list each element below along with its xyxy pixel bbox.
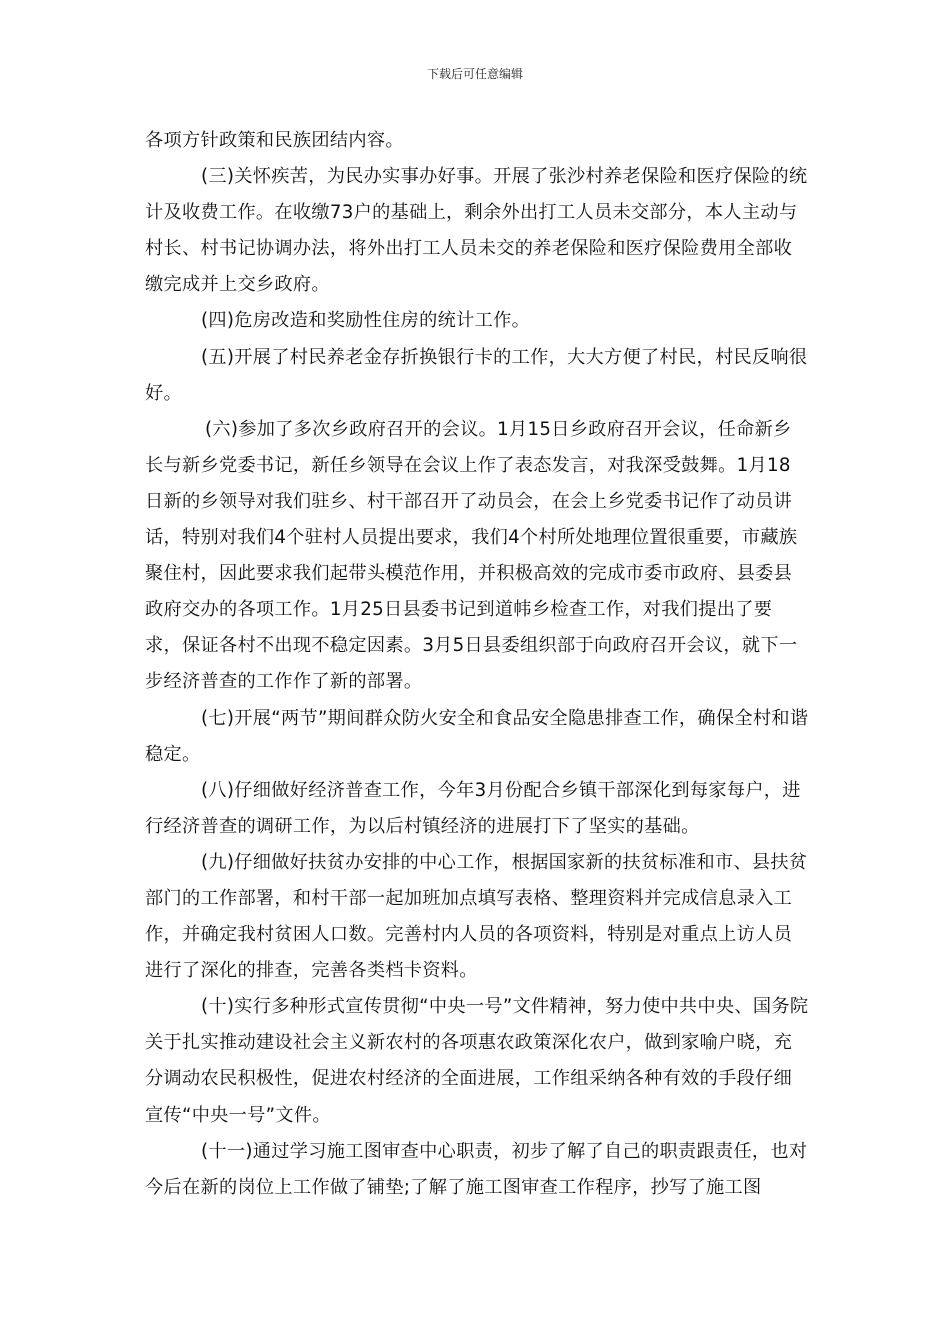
- paragraph-9: (十)实行多种形式宣传贯彻“中央一号”文件精神，努力使中共中央、国务院关于扎实推动建设社会主义新农村的各项惠农政策深化农户，做到家喻户晓，充分调动农民积极性，促进农村经济的全面进展，工作组采纳各种有效的手段仔细宣传“中央一号”文件。: [145, 996, 809, 1126]
- paragraph-2: (三)关怀疾苦，为民办实事办好事。开展了张沙村养老保险和医疗保险的统计及收费工作。在收缴73户的基础上，剩余外出打工人员未交部分，本人主动与村长、村书记协调办法，将外出打工人员未交的养老保险和医疗保险费用全部收缴完成并上交乡政府。: [145, 166, 808, 296]
- page-header: 下载后可任意编辑: [426, 67, 523, 81]
- paragraph-5: (六)参加了多次乡政府召开的会议。1月15日乡政府召开会议，任命新乡长与新乡党委书记，新任乡领导在会议上作了表态发言，对我深受鼓舞。1月18日新的乡领导对我们驻乡、村干部召开了动员会，在会上乡党委书记作了动员讲话，特别对我们4个驻村人员提出要求，我们4个村所处地理位置很重要，市藏族聚住村，因此要求我们起带头模范作用，并积极高效的完成市委市政府、县委县政府交办的各项工作。1月25日县委书记到道帏乡检查工作，对我们提出了要求，保证各村不出现不稳定因素。3月5日县委组织部于向政府召开会议，就下一步经济普查的工作作了新的部署。: [145, 418, 798, 693]
- paragraph-6: (七)开展“两节”期间群众防火安全和食品安全隐患排查工作，确保全村和谐稳定。: [145, 707, 809, 765]
- paragraph-4: (五)开展了村民养老金存折换银行卡的工作，大大方便了村民，村民反响很好。: [145, 346, 808, 404]
- paragraph-1: 各项方针政策和民族团结内容。: [145, 130, 404, 151]
- paragraph-7: (八)仔细做好经济普查工作，今年3月份配合乡镇干部深化到每家每户，进行经济普查的调研工作，为以后村镇经济的进展打下了坚实的基础。: [145, 779, 801, 837]
- paragraph-10: (十一)通过学习施工图审查中心职责，初步了解了自己的职责跟责任，也对今后在新的岗位上工作做了铺垫;了解了施工图审查工作程序，抄写了施工图: [145, 1140, 808, 1198]
- paragraph-8: (九)仔细做好扶贫办安排的中心工作，根据国家新的扶贫标准和市、县扶贫部门的工作部署，和村干部一起加班加点填写表格、整理资料并完成信息录入工作，并确定我村贫困人口数。完善村内人员的各项资料，特别是对重点上访人员进行了深化的排查，完善各类档卡资料。: [145, 851, 808, 982]
- paragraph-3: (四)危房改造和奖励性住房的统计工作。: [201, 310, 531, 332]
- document-body: [145, 123, 809, 1206]
